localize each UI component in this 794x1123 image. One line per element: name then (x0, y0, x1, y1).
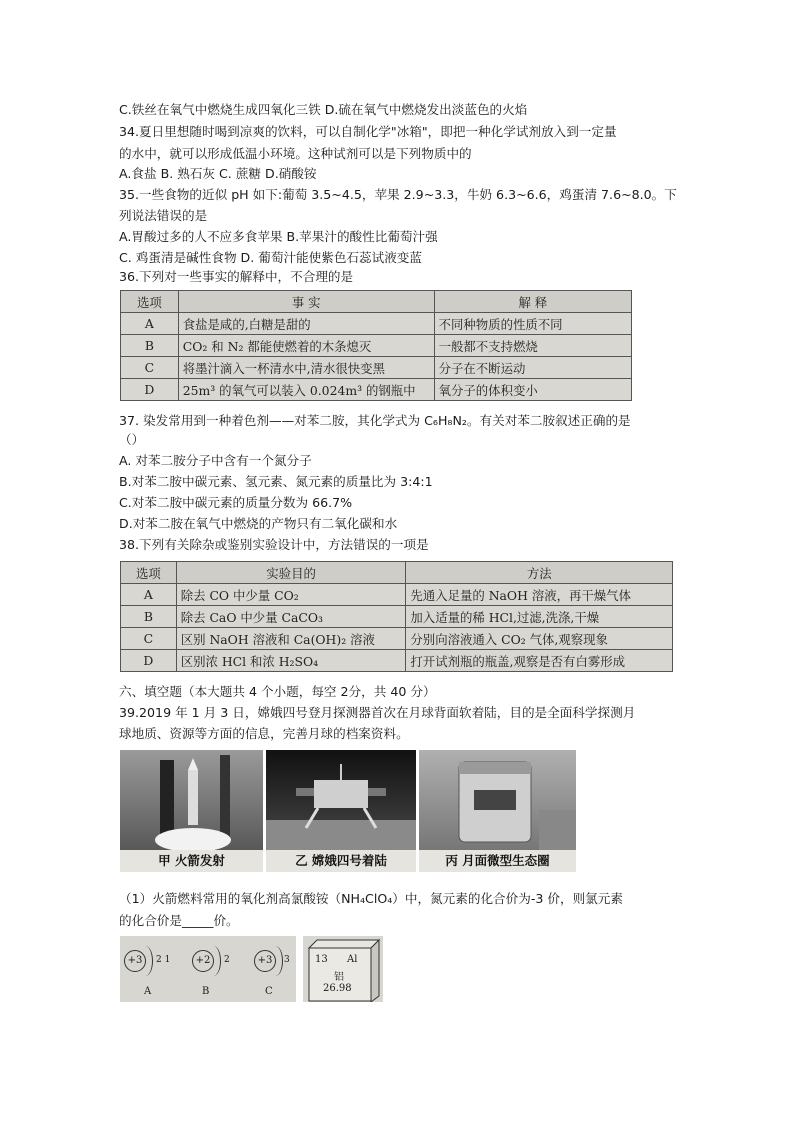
q35-options-ab: A.胃酸过多的人不应多食苹果 B.苹果汁的酸性比葡萄汁强 (119, 229, 438, 244)
q37-option-a: A. 对苯二胺分子中含有一个氮分子 (119, 453, 312, 468)
shell-b (206, 946, 221, 976)
table-row (121, 357, 632, 379)
element-symbol: Al (347, 954, 358, 965)
table-cell: 分别向溶液通入 CO₂ 气体,观察现象 (406, 628, 673, 650)
table-cell: B (121, 606, 177, 628)
table-cell: D (121, 379, 179, 401)
table-header: 选项 (121, 562, 177, 584)
table-row (121, 313, 632, 335)
table-header: 实验目的 (176, 562, 406, 584)
table-cell: 打开试剂瓶的瓶盖,观察是否有白雾形成 (406, 650, 673, 672)
label-c: C (265, 986, 273, 997)
periodic-cell-panel (303, 936, 383, 1002)
q37-stem-2: （） (119, 432, 145, 447)
table-cell: 食盐是咸的,白糖是甜的 (178, 313, 434, 335)
table-q36 (120, 290, 632, 401)
table-cell: 氧分子的体积变小 (434, 379, 631, 401)
q34-stem-1: 34.夏日里想随时喝到凉爽的饮料，可以自制化学"冰箱"，即把一种化学试剂放入到一定量 (119, 124, 617, 139)
lander-image (266, 750, 416, 850)
table-cell: 先通入足量的 NaOH 溶液，再干燥气体 (406, 584, 673, 606)
table-row (121, 606, 673, 628)
q37-option-d: D.对苯二胺在氧气中燃烧的产物只有二氧化碳和水 (119, 516, 398, 531)
table-cell: 分子在不断运动 (434, 357, 631, 379)
q34-stem-2: 的水中，就可以形成低温小环境。这种试剂可以是下列物质中的 (119, 146, 472, 161)
section-6-heading: 六、填空题（本大题共 4 个小题，每空 2分，共 40 分） (119, 684, 436, 699)
q39-stem-1: 39.2019 年 1 月 3 日，嫦娥四号登月探测器首次在月球背面软着陆，目的是全面科学探测月 (119, 705, 636, 720)
table-cell: CO₂ 和 N₂ 都能使燃着的木条熄灭 (178, 335, 434, 357)
bio-sphere-image (419, 750, 576, 850)
table-row (121, 584, 673, 606)
atomic-number: 13 (315, 954, 328, 965)
q33-options-cd: C.铁丝在氧气中燃烧生成四氧化三铁 D.硫在氧气中燃烧发出淡蓝色的火焰 (119, 102, 528, 117)
table-header: 解 释 (434, 291, 631, 313)
table-header: 事 实 (178, 291, 434, 313)
photo-bio-sphere (419, 750, 576, 872)
q37-option-b: B.对苯二胺中碳元素、氢元素、氮元素的质量比为 3:4:1 (119, 474, 433, 489)
shell-a (138, 946, 153, 976)
table-cell: 将墨汁滴入一杯清水中,清水很快变黑 (178, 357, 434, 379)
table-cell: 区别浓 HCl 和浓 H₂SO₄ (176, 650, 406, 672)
electrons-a: 2 1 (156, 955, 171, 965)
q37-option-c: C.对苯二胺中碳元素的质量分数为 66.7% (119, 495, 353, 510)
table-cell: 加入适量的稀 HCl,过滤,洗涤,干燥 (406, 606, 673, 628)
table-row (121, 628, 673, 650)
photo-rocket-launch (120, 750, 263, 872)
table-row (121, 335, 632, 357)
q35-options-cd: C. 鸡蛋清是碱性食物 D. 葡萄汁能使紫色石蕊试液变蓝 (119, 250, 422, 265)
element-name: 铝 (334, 972, 344, 983)
table-cell: C (121, 357, 179, 379)
nucleus-b: +2 (192, 950, 214, 972)
table-header: 方法 (406, 562, 673, 584)
table-cell: 除去 CaO 中少量 CaCO₃ (176, 606, 406, 628)
table-cell: D (121, 650, 177, 672)
q38-stem: 38.下列有关除杂或鉴别实验设计中，方法错误的一项是 (119, 537, 429, 552)
table-cell: 25m³ 的氧气可以装入 0.024m³ 的钢瓶中 (178, 379, 434, 401)
shell-c (268, 946, 283, 976)
table-header: 选项 (121, 291, 179, 313)
table-cell: A (121, 584, 177, 606)
table-row (121, 650, 673, 672)
photo-caption: 甲 火箭发射 (120, 850, 263, 872)
rocket-launch-image (120, 750, 263, 850)
nucleus-c: +3 (254, 950, 276, 972)
q39-part1-line1: （1）火箭燃料常用的氧化剂高氯酸铵（NH₄ClO₄）中，氮元素的化合价为-3 价，则氯元素 (119, 891, 623, 906)
q36-stem: 36.下列对一些事实的解释中，不合理的是 (119, 269, 354, 284)
photo-lander (266, 750, 416, 872)
atomic-mass: 26.98 (323, 983, 352, 994)
label-b: B (202, 986, 210, 997)
electrons-c: 3 (284, 955, 290, 965)
q37-stem-1: 37. 染发常用到一种着色剂——对苯二胺，其化学式为 C₆H₈N₂。有关对苯二胺叙述正确的是 (119, 413, 631, 428)
table-row (121, 379, 632, 401)
table-cell: C (121, 628, 177, 650)
q39-part1-line2: 的化合价是_____价。 (119, 913, 239, 928)
label-a: A (144, 986, 152, 997)
electrons-b: 2 (224, 955, 230, 965)
table-cell: 一般都不支持燃烧 (434, 335, 631, 357)
q39-stem-2: 球地质、资源等方面的信息，完善月球的档案资料。 (119, 726, 409, 741)
table-q38 (120, 561, 673, 672)
nucleus-a: +3 (124, 950, 146, 972)
atom-structure-diagrams (120, 936, 296, 1002)
table-cell: A (121, 313, 179, 335)
q35-stem-2: 列说法错误的是 (119, 208, 208, 223)
q34-options: A.食盐 B. 熟石灰 C. 蔗糖 D.硝酸铵 (119, 166, 317, 181)
q35-stem-1: 35.一些食物的近似 pH 如下:葡萄 3.5~4.5，苹果 2.9~3.3，牛奶 6.3~6.6，鸡蛋清 7.6~8.0。下 (119, 187, 677, 202)
table-cell: 除去 CO 中少量 CO₂ (176, 584, 406, 606)
table-cell: 区别 NaOH 溶液和 Ca(OH)₂ 溶液 (176, 628, 406, 650)
photo-caption: 丙 月面微型生态圈 (419, 850, 576, 872)
table-cell: 不同种物质的性质不同 (434, 313, 631, 335)
table-cell: B (121, 335, 179, 357)
photo-caption: 乙 嫦娥四号着陆 (266, 850, 416, 872)
